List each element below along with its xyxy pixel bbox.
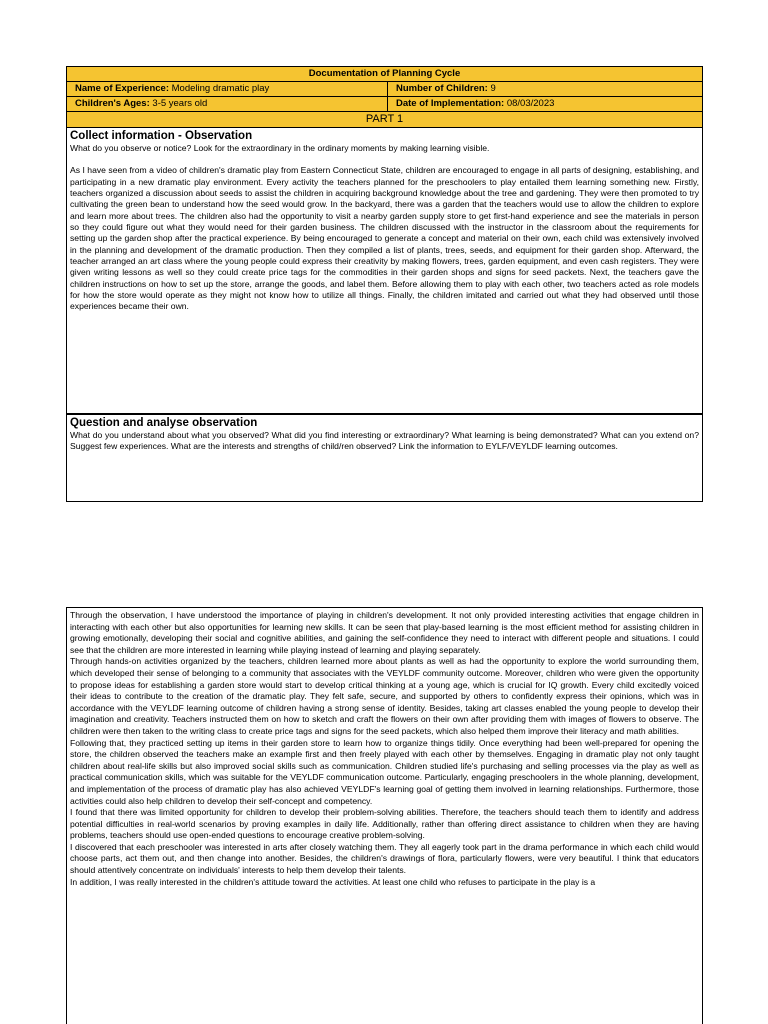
ages-value: 3-5 years old [149, 98, 208, 109]
form-title: Documentation of Planning Cycle [67, 67, 702, 82]
planning-cycle-form [66, 66, 703, 502]
children-count-cell [388, 82, 702, 96]
experience-label: Name of Experience: [75, 83, 169, 94]
date-value: 08/03/2023 [504, 98, 555, 109]
observation-section [66, 128, 703, 414]
experience-value: Modeling dramatic play [168, 83, 270, 94]
header-table [66, 66, 703, 128]
response-paragraph: Following that, they practiced setting up items in their garden store to learn how to organize things tidily. Once everything had been well-prepared for opening the store, the children observed the teachers make an example first and then freely played with each other by themselves. Engaging in dramatic play not only taught children about real-life skills but also improved social skills such as communication. Children studied life's purchasing and selling processes via the play as well as practical communication skills, which was suitable for the VEYLDF communication outcome. Particularly, engaging preschoolers in the whole planning, development, and implementation of the process of dramatic play has also achieved VEYLDF's learning goal of getting them involved in learning relationships. Furthermore, those activities could also help children to develop their self-concept and competency. [70, 737, 699, 806]
children-count-value: 9 [487, 83, 496, 94]
date-label: Date of Implementation: [396, 98, 505, 109]
analysis-heading: Question and analyse observation [70, 417, 258, 429]
date-cell [388, 97, 702, 111]
observation-body: As I have seen from a video of children's dramatic play from Eastern Connecticut State, children are encouraged to engage in all parts of designing, establishing, and participating in a new dramatic play environment. Every activity the teachers planned for the preschoolers to play entailed them learning something new. Firstly, teachers organized a discussion about seeds to assist the children in acquiring background knowledge about the tree and gardening. They were then promoted to try cultivating the green bean to understand how the seed would grow. In the backyard, there was a garden that the teachers would use to allow the children to explore and learn more about trees. The children also had the opportunity to visit a nearby garden supply store to get first-hand experience and see the materials in person so they could figure out what they would need for their garden business. The children discussed with the instructor in the classroom about the requirements for setting up the garden shop after the practical experience. By being encouraged to generate a concept and material on their own, each child was extensively involved in the planning and development of the dramatic production. Then they compiled a list of plants, trees, seeds, and equipment for their garden shop. Afterward, the teacher arranged an art class where the young people could express their creativity by making flowers, trees, garden equipment, and even cash registers. They were given writing lessons as well so they could create price tags for the commodities in their garden shops and signs for seed packets. Next, the teachers gave the children instructions on how to set up the store, arrange the goods, and label them. Before allowing them to play with each other, two teachers acted as role models for how the store would operate as they might not know how to utilize all things. Finally, the children imitated and carried out what they had observed until those experiences became their own. [70, 165, 699, 312]
response-paragraph: Through hands-on activities organized by the teachers, children learned more about plants as well as had the opportunity to explore the world surrounding them, which developed their sense of belonging to a community that associates with the VEYLDF community outcome. Moreover, children who were given the opportunity to propose ideas for establishing a garden store would start to develop critical thinking at a young age, which is crucial for IQ growth. Every child excitedly voiced their ideas to contribute to the creation of the dramatic play. They felt safe, secure, and supported by others to confidently express their opinions, which was in accordance with the VEYLDF learning outcome of children having a strong sense of identity. Besides, taking art classes enabled the young people to develop their imagination and creativity. Teachers instructed them on how to sketch and craft the flowers on their own after providing them with images of flowers to observe. The children were then taken to the writing class to create price tags and signs for the seed packets, which also helped them improve their literacy and math abilities. [70, 656, 699, 736]
observation-prompt: What do you observe or notice? Look for the extraordinary in the ordinary moments by making learning visible. [70, 143, 490, 153]
analysis-section [66, 414, 703, 502]
analysis-prompt: What do you understand about what you observed? What did you find interesting or extraordinary? What learning is being demonstrated? What can you extend on? Suggest few experiences. What are the interests and strengths of child/ren observed? Link the information to EYLF/VEYLDF learning outcomes. [70, 430, 699, 452]
children-count-label: Number of Children: [396, 83, 488, 94]
response-paragraph: Through the observation, I have understood the importance of playing in children's development. It not only provided interesting activities that engage children in interacting with each other but also opportunities for learning new skills. It can be seen that play-based learning is the most efficient method for assisting children in growing emotionally, developing their social and cognitive abilities, and gaining the self-confidence they need to interact with different people and situations. I could see that the children are more interested in learning while playing instead of learning and playing separately. [70, 610, 699, 655]
header-row-2 [67, 97, 702, 112]
observation-heading: Collect information - Observation [70, 130, 253, 142]
ages-cell [67, 97, 388, 111]
experience-cell [67, 82, 388, 96]
ages-label: Children's Ages: [75, 98, 150, 109]
response-paragraph: I discovered that each preschooler was interested in arts after closely watching them. They all eagerly took part in the drama performance in which each child would choose parts, act them out, and then change into another. Besides, the children's drawings of flora, particularly flowers, were very beautiful. I think that educators should attentively concentrate on individuals' interests to help them develop their talents. [70, 841, 699, 876]
part-heading: PART 1 [67, 112, 702, 128]
analysis-response [66, 607, 703, 1024]
header-row-1 [67, 82, 702, 97]
response-paragraph: In addition, I was really interested in the children's attitude toward the activities. At least one child who refuses to participate in the play is a [70, 876, 596, 887]
response-paragraph: I found that there was limited opportunity for children to develop their problem-solving abilities. Therefore, the teachers should teach them to identify and address potential difficulties in real-world scenarios by proving examples in daily life. Additionally, rather than offering direct assistance to children when they are having problems, teachers should use open-ended questions to encourage creative problem-solving. [70, 807, 699, 841]
